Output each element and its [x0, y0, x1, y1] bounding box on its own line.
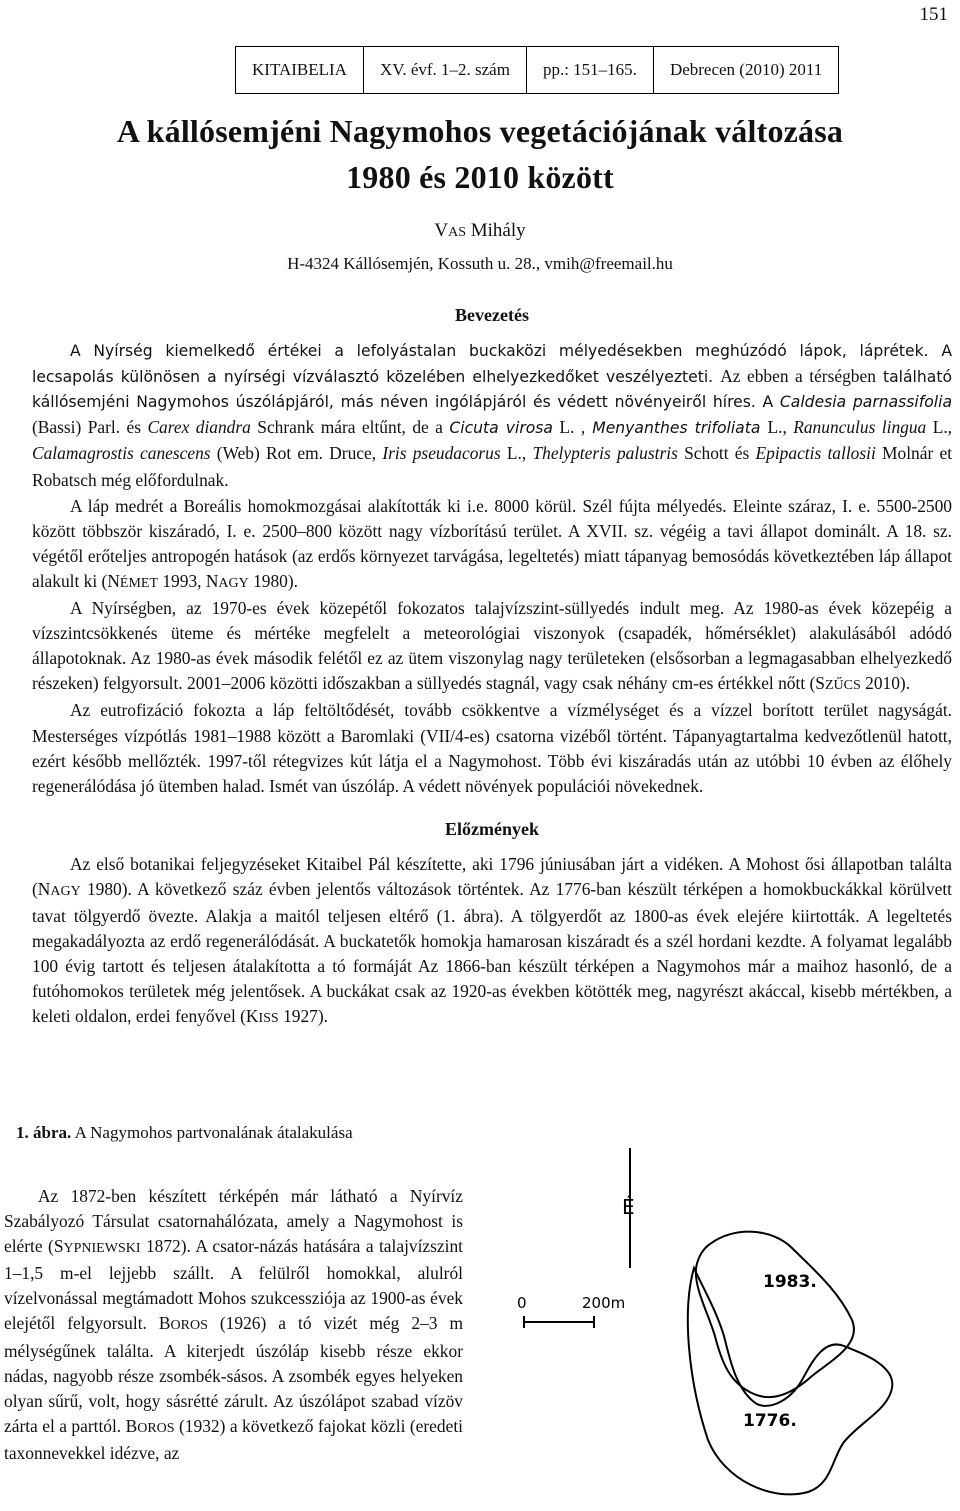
journal-name: KITAIBELIA	[236, 47, 364, 93]
figure-caption	[16, 1123, 353, 1143]
paragraph: Az 1872-ben készített térképén már látható a Nyírvíz Szabályozó Társulat csatornahálózata, amely a Nagymohost is elérte (SYPNIEWSKI 1872). A csator-názás hatására a talajvízszint 1–1,5 m-el lejjebb szállt. A felülről homokkal, alulról vízelvonással megtámadott Mohos szukcessziója az 1900-as évek elejétől felgyorsult. BOROS (1926) a tó vizét még 2–3 m mélységűnek találta. A kiterjedt úszóláp kisebb része ekkor nádas, nagyobb része zsombék-sásos. A zsombék egyes helyeken olyan sűrű, volt, hogy sásrétté zárult. Az úszólápot szabad vízöv zárta el a parttól. BOROS (1932) a következő fajokat közli (eredeti taxonnevekkel idézve, az	[4, 1186, 463, 1463]
figure-label: 1. ábra.	[16, 1123, 72, 1142]
main-text	[32, 303, 952, 1032]
title-line-1: A kállósemjéni Nagymohos vegetációjának változása	[116, 113, 844, 149]
author-address: H-4324 Kállósemjén, Kossuth u. 28., vmih@freemail.hu	[287, 254, 673, 273]
author-last-cap: V	[434, 220, 449, 241]
title-block	[0, 108, 960, 274]
north-label: É	[622, 1195, 635, 1219]
author-last-rest: AS	[448, 225, 466, 240]
figure-caption-text: A Nagymohos partvonalának átalakulása	[74, 1123, 353, 1142]
paragraph: A Nyírség kiemelkedő értékei a lefolyástalan buckaközi mélyedésekben meghúzódó lápok, láprétek. A lecsapolás különösen a nyírségi vízválasztó közelében elhelyezkedőket veszélyezteti. Az ebben a térségben található kállósemjéni Nagymohos úszólápjáról, más néven ingólápjáról és védett növényeiről híres. A Caldesia parnassifolia (Bassi) Parl. és Carex diandra Schrank mára eltűnt, de a Cicuta virosa L. , Menyanthes trifoliata L., Ranunculus lingua L., Calamagrostis canescens (Web) Rot em. Druce, Iris pseudacorus L., Thelypteris palustris Schott és Epipactis tallosii Molnár et Robatsch még előfordulnak.	[32, 342, 953, 490]
label-1983: 1983.	[763, 1272, 817, 1292]
journal-pages: pp.: 151–165.	[527, 47, 654, 93]
side-column	[4, 1184, 463, 1466]
scale-end: 200m	[582, 1294, 626, 1312]
paper-title	[0, 108, 960, 200]
title-line-2: 1980 és 2010 között	[346, 159, 614, 195]
scale-bar	[517, 1294, 625, 1328]
shoreline-map	[472, 1140, 952, 1511]
label-1776: 1776.	[743, 1411, 797, 1431]
paragraph: Az első botanikai feljegyzéseket Kitaibel Pál készítette, aki 1796 júniusában járt a vidéken. A Mohost ősi állapotban találta (NAGY 1980). A következő száz évben jelentős változások történtek. Az 1776-ban készült térképen a homokbuckákkal körülvett tavat tölgyerdő övezte. Alakja a maitól teljesen eltérő (1. ábra). A tölgyerdőt az 1800-as évek elejére kiirtották. A legeltetés megakadályozta az erdő regenerálódását. A buckatetők homokja hamarosan kiszáradt és a szél hordani kezdte. A folyamat legalább 100 évig tartott és teljesen átalakította a tó formáját Az 1866-ban készült térképen a Nagymohos már a maihoz hasonló, de a futóhomokos területek még jelentősek. A buckákat csak az 1920-as években kötötték meg, nagyrészt akáccal, kisebb mértékben, a keleti oldalon, erdei fenyővel (KISS 1927).	[32, 853, 952, 1027]
paragraph: A láp medrét a Boreális homokmozgásai alakították ki i.e. 8000 körül. Szél fújta mélyedés. Eleinte száraz, I. e. 5500-2500 között többször kiszáradó, I. e. 2500–800 között nagy vízborítású terület. A XVII. sz. végéig a tavi állapot dominált. A 18. sz. végétől erőteljes antropogén hatások (az erdős környezet tarvágása, legeltetés) miatt tápanyag bemosódás következtében láp állapot alakult ki (NÉMET 1993, NAGY 1980).	[32, 495, 952, 591]
section-heading-history: Előzmények	[445, 818, 539, 839]
scale-zero: 0	[517, 1294, 527, 1312]
page-number: 151	[919, 4, 948, 25]
journal-header	[235, 46, 839, 94]
section-heading-intro: Bevezetés	[455, 305, 529, 325]
paragraph: Az eutrofizáció fokozta a láp feltöltődését, tovább csökkentve a vízmélységet és a vízzel borított terület nagyságát. Mesterséges vízpótlás 1981–1988 között a Baromlaki (VII/4-es) csatorna vizéből történt. Tápanyagtartalma kedvezőtlenül hatott, ezért később mellőzték. 1997-től rétegvizes kút látja el a Nagymohost. Több évi kiszáradás után az utóbbi 10 évben az élőhely regenerálódása jó ütemben halad. Ismét van úszóláp. A védett növények populációi növekednek.	[32, 700, 952, 796]
author	[0, 220, 960, 242]
shoreline-1776	[688, 1268, 892, 1494]
journal-volume: XV. évf. 1–2. szám	[364, 47, 527, 93]
author-first: Mihály	[470, 220, 526, 241]
shoreline-1983	[696, 1232, 854, 1397]
paragraph: A Nyírségben, az 1970-es évek közepétől fokozatos talajvízszint-süllyedés indult meg. Az 1980-as évek közepéig a vízszintcsökkenés üteme és mértéke megfelelt a meteorológiai viszonyok (csapadék, hőmérséklet) alakulásából adódó állapotoknak. Az 1980-as évek második felétől ez az ütem viszonylag nagy területeken (elsősorban a legmagasabban elhelyezkedő részeken) felgyorsult. 2001–2006 közötti időszakban a süllyedés stagnál, vagy csak néhány cm-es értékkel nőtt (SZŰCS 2010).	[32, 598, 952, 694]
journal-place-year: Debrecen (2010) 2011	[669, 60, 823, 79]
